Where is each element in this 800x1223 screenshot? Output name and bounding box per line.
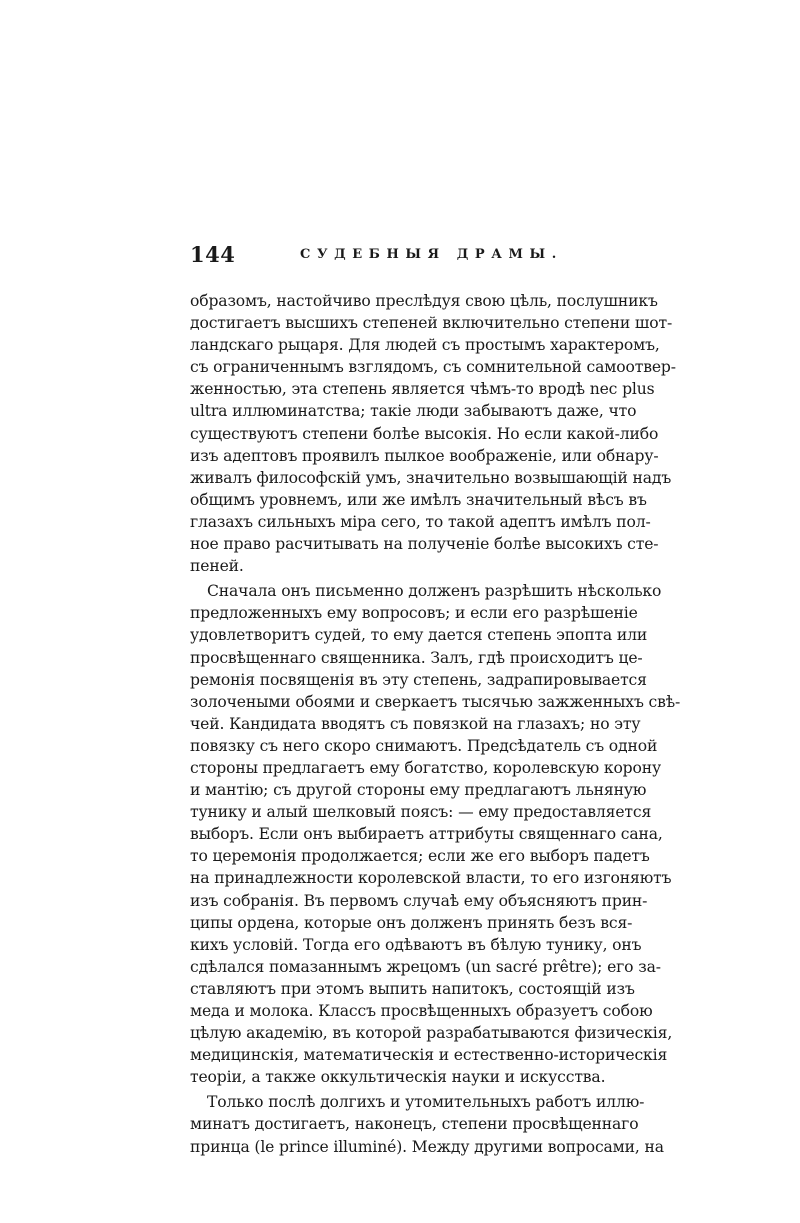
text-line: женностью, эта степень является чѣмъ-то вродѣ nec plus bbox=[190, 380, 655, 399]
text-line: съ ограниченнымъ взглядомъ, съ сомнительной самоотвер- bbox=[190, 358, 676, 377]
text-line: достигаетъ высшихъ степеней включительно степени шот- bbox=[190, 314, 673, 333]
text-line: кихъ условій. Тогда его одѣваютъ въ бѣлую тунику, онъ bbox=[190, 935, 642, 954]
text-line: ultra иллюминатства; такіе люди забываютъ даже, что bbox=[190, 402, 637, 421]
text-line: предложенныхъ ему вопросовъ; и если его разрѣшеніе bbox=[190, 604, 638, 623]
text-line: ремонія посвященія въ эту степень, задрапировывается bbox=[190, 670, 647, 689]
text-line: меда и молока. Классъ просвѣщенныхъ образуетъ собою bbox=[190, 1002, 653, 1020]
text-line: на принадлежности королевской власти, то его изгоняютъ bbox=[190, 869, 672, 888]
text-line: изъ собранія. Въ первомъ случаѣ ему объясняютъ прин- bbox=[190, 891, 648, 910]
text-line: удовлетворитъ судей, то ему дается степень эпопта или bbox=[190, 626, 648, 645]
text-line: чей. Кандидата вводятъ съ повязкой на глазахъ; но эту bbox=[190, 714, 641, 733]
paragraph bbox=[190, 580, 681, 1088]
text-line: образомъ, настойчиво преслѣдуя свою цѣль, послушникъ bbox=[190, 292, 658, 310]
text-line: существуютъ степени болѣе высокія. Но если какой-либо bbox=[190, 424, 659, 443]
text-line: ное право расчитывать на полученіе болѣе высокихъ сте- bbox=[190, 535, 659, 554]
body-text bbox=[190, 290, 681, 1158]
text-line: выборъ. Если онъ выбираетъ аттрибуты священнаго сана, bbox=[190, 825, 663, 844]
text-line: медицинскія, математическія и естественно-историческія bbox=[190, 1046, 668, 1065]
text-line: принца (le prince illuminé). Между другими вопросами, на bbox=[190, 1137, 664, 1156]
text-line: ставляютъ при этомъ выпить напитокъ, состоящій изъ bbox=[190, 979, 635, 998]
running-title: СУДЕБНЫЯ ДРАМЫ. bbox=[300, 247, 563, 262]
text-line: стороны предлагаетъ ему богатство, королевскую корону bbox=[190, 758, 662, 777]
page-number: 144 bbox=[190, 242, 236, 267]
text-line: Сначала онъ письменно долженъ разрѣшить нѣсколько bbox=[207, 582, 662, 601]
text-line: тунику и алый шелковый поясъ: — ему предоставляется bbox=[190, 803, 652, 822]
text-line: общимъ уровнемъ, или же имѣлъ значительный вѣсъ въ bbox=[190, 490, 647, 509]
text-line: минатъ достигаетъ, наконецъ, степени просвѣщеннаго bbox=[190, 1115, 639, 1134]
paragraph bbox=[190, 1091, 664, 1157]
text-line: Только послѣ долгихъ и утомительныхъ работъ иллю- bbox=[207, 1093, 645, 1112]
text-line: ландскаго рыцаря. Для людей съ простымъ характеромъ, bbox=[190, 336, 660, 355]
text-line: и мантію; съ другой стороны ему предлагаютъ льняную bbox=[190, 781, 647, 800]
text-line: ципы ордена, которые онъ долженъ принять безъ вся- bbox=[190, 913, 633, 932]
text-line: живалъ философскій умъ, значительно возвышающій надъ bbox=[190, 468, 672, 487]
text-line: то церемонія продолжается; если же его выборъ падетъ bbox=[190, 847, 650, 866]
text-line: изъ адептовъ проявилъ пылкое воображеніе, или обнару- bbox=[190, 446, 659, 465]
page-header bbox=[190, 242, 615, 268]
text-line: повязку съ него скоро снимаютъ. Предсѣдатель съ одной bbox=[190, 736, 658, 755]
text-line: сдѣлался помазаннымъ жрецомъ (un sacré prêtre); его за- bbox=[190, 957, 661, 976]
text-line: глазахъ сильныхъ міра сего, то такой адептъ имѣлъ пол- bbox=[190, 512, 651, 531]
text-line: цѣлую академію, въ которой разрабатываются физическія, bbox=[190, 1024, 673, 1043]
text-line: теоріи, а также оккультическія науки и искусства. bbox=[190, 1068, 606, 1087]
text-line: пеней. bbox=[190, 557, 244, 576]
text-line: просвѣщеннаго священника. Залъ, гдѣ происходитъ це- bbox=[190, 648, 643, 667]
text-line: золочеными обоями и сверкаетъ тысячью зажженныхъ свѣ- bbox=[190, 692, 681, 711]
paragraph bbox=[190, 290, 676, 577]
